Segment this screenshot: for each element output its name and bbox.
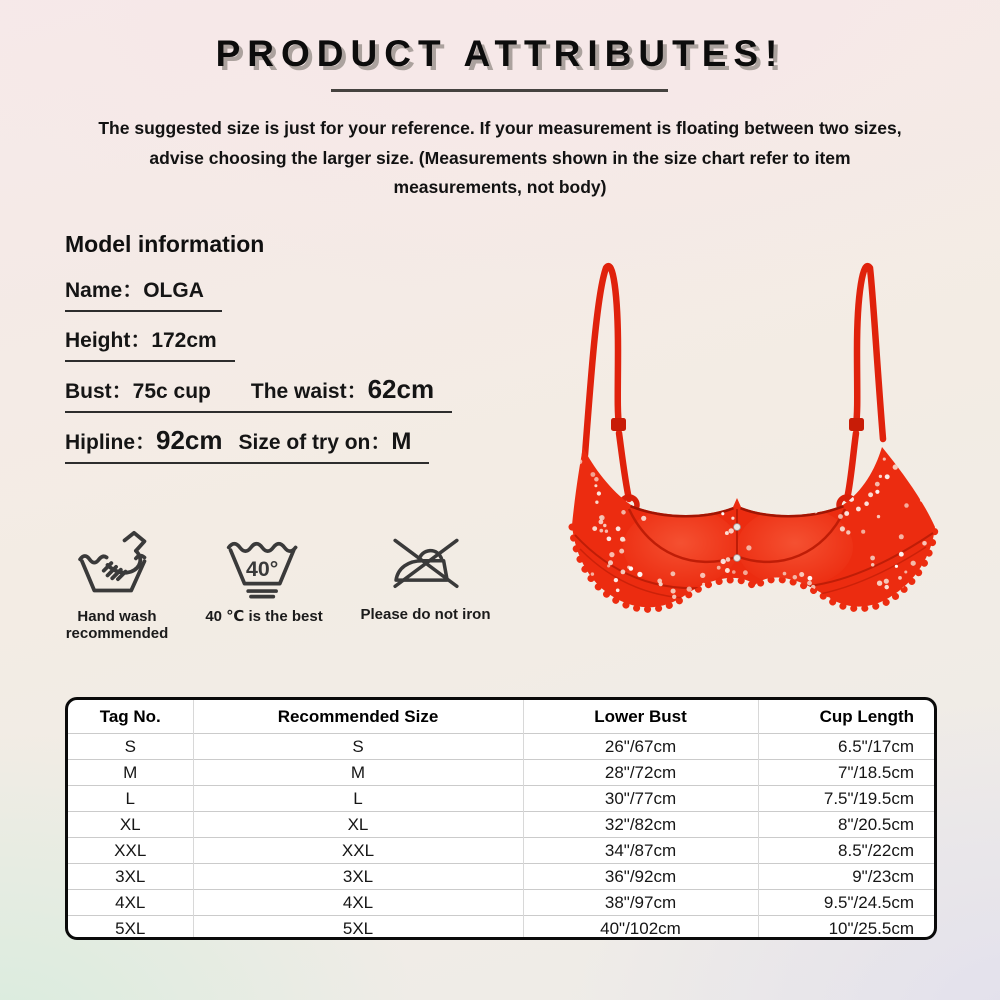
table-header-row: [68, 700, 934, 734]
hand-wash-label: Hand wash recommended: [65, 608, 169, 642]
column-header-cup-length: Cup Length: [758, 700, 934, 734]
table-cell: 32"/82cm: [523, 812, 758, 838]
table-cell: 3XL: [68, 864, 193, 890]
table-cell: 38"/97cm: [523, 890, 758, 916]
table-cell: 40"/102cm: [523, 916, 758, 941]
care-wash-temperature: [193, 532, 335, 625]
table-cell: XXL: [68, 838, 193, 864]
size-notice: [70, 114, 930, 203]
try-on-label: Size of try on：: [238, 431, 392, 454]
strap-adjuster-left: [611, 418, 626, 431]
table-cell: 26"/67cm: [523, 734, 758, 760]
height-label: Height：: [65, 329, 152, 352]
do-not-iron-label: Please do not iron: [360, 606, 491, 623]
column-header-lower-bust: Lower Bust: [523, 700, 758, 734]
table-row: [68, 890, 934, 916]
hipline-value: 92cm: [156, 425, 223, 455]
title-underline: [331, 89, 668, 92]
waist-value: 62cm: [367, 374, 435, 404]
care-instructions: [0, 530, 520, 650]
model-information: [65, 231, 452, 476]
bust-value: 75c cup: [132, 380, 211, 403]
product-photo-bra: [555, 255, 950, 625]
model-hipline-row: [65, 425, 452, 464]
name-value: OLGA: [143, 279, 204, 302]
table-cell: M: [193, 760, 523, 786]
table-cell: 9.5"/24.5cm: [758, 890, 934, 916]
table-row: [68, 916, 934, 941]
table-row: [68, 864, 934, 890]
column-header-recommended-size: Recommended Size: [193, 700, 523, 734]
table-cell: XL: [193, 812, 523, 838]
size-chart-table: [68, 700, 934, 940]
bra-straps: [585, 266, 883, 499]
table-cell: 4XL: [193, 890, 523, 916]
center-stud: [734, 524, 741, 531]
table-row: [68, 786, 934, 812]
table-row: [68, 812, 934, 838]
bust-label: Bust：: [65, 380, 133, 403]
column-header-tag-no: Tag No.: [99, 706, 161, 726]
table-cell: L: [68, 786, 193, 812]
table-cell: M: [68, 760, 193, 786]
table-cell: 8"/20.5cm: [758, 812, 934, 838]
table-cell: 5XL: [68, 916, 193, 941]
table-cell: 3XL: [193, 864, 523, 890]
table-cell: 8.5"/22cm: [758, 838, 934, 864]
table-cell: XL: [68, 812, 193, 838]
table-cell: 6.5"/17cm: [758, 734, 934, 760]
table-cell: 30"/77cm: [523, 786, 758, 812]
wash-temp-label: 40 ℃ is the best: [205, 608, 323, 625]
notice-line: measurements, not body): [393, 177, 607, 197]
table-cell: 9"/23cm: [758, 864, 934, 890]
table-row: [68, 760, 934, 786]
center-stud: [734, 555, 741, 562]
table-row: [68, 734, 934, 760]
model-bust-waist-row: [65, 374, 452, 413]
hand-wash-icon: [77, 530, 157, 600]
table-cell: 5XL: [193, 916, 523, 941]
page-title: PRODUCT ATTRIBUTES!: [215, 33, 785, 74]
table-cell: 7.5"/19.5cm: [758, 786, 934, 812]
care-hand-wash: [58, 530, 176, 642]
table-cell: 7"/18.5cm: [758, 760, 934, 786]
notice-line: The suggested size is just for your reference. If your measurement is floating between two sizes,: [98, 118, 902, 138]
care-do-not-iron: [348, 534, 503, 623]
strap-adjuster-right: [849, 418, 864, 431]
table-cell: 28"/72cm: [523, 760, 758, 786]
table-cell: S: [68, 734, 193, 760]
model-name-row: [65, 274, 452, 312]
table-cell: 34"/87cm: [523, 838, 758, 864]
table-cell: 10"/25.5cm: [758, 916, 934, 941]
table-cell: L: [193, 786, 523, 812]
try-on-value: M: [391, 428, 412, 455]
wash-temp-text: 40°: [246, 557, 279, 582]
model-info-heading: Model information: [65, 231, 265, 257]
waist-label: The waist：: [250, 380, 368, 403]
size-chart: [65, 697, 937, 940]
wash-40-icon: [225, 532, 303, 600]
hipline-label: Hipline：: [65, 431, 157, 454]
notice-line: advise choosing the larger size. (Measurements shown in the size chart refer to item: [149, 147, 851, 168]
table-cell: XXL: [193, 838, 523, 864]
name-label: Name：: [65, 279, 144, 302]
table-cell: 36"/92cm: [523, 864, 758, 890]
height-value: 172cm: [151, 329, 217, 352]
table-row: [68, 838, 934, 864]
table-cell: S: [193, 734, 523, 760]
table-cell: 4XL: [68, 890, 193, 916]
model-height-row: [65, 324, 452, 362]
do-not-iron-icon: [389, 534, 463, 598]
